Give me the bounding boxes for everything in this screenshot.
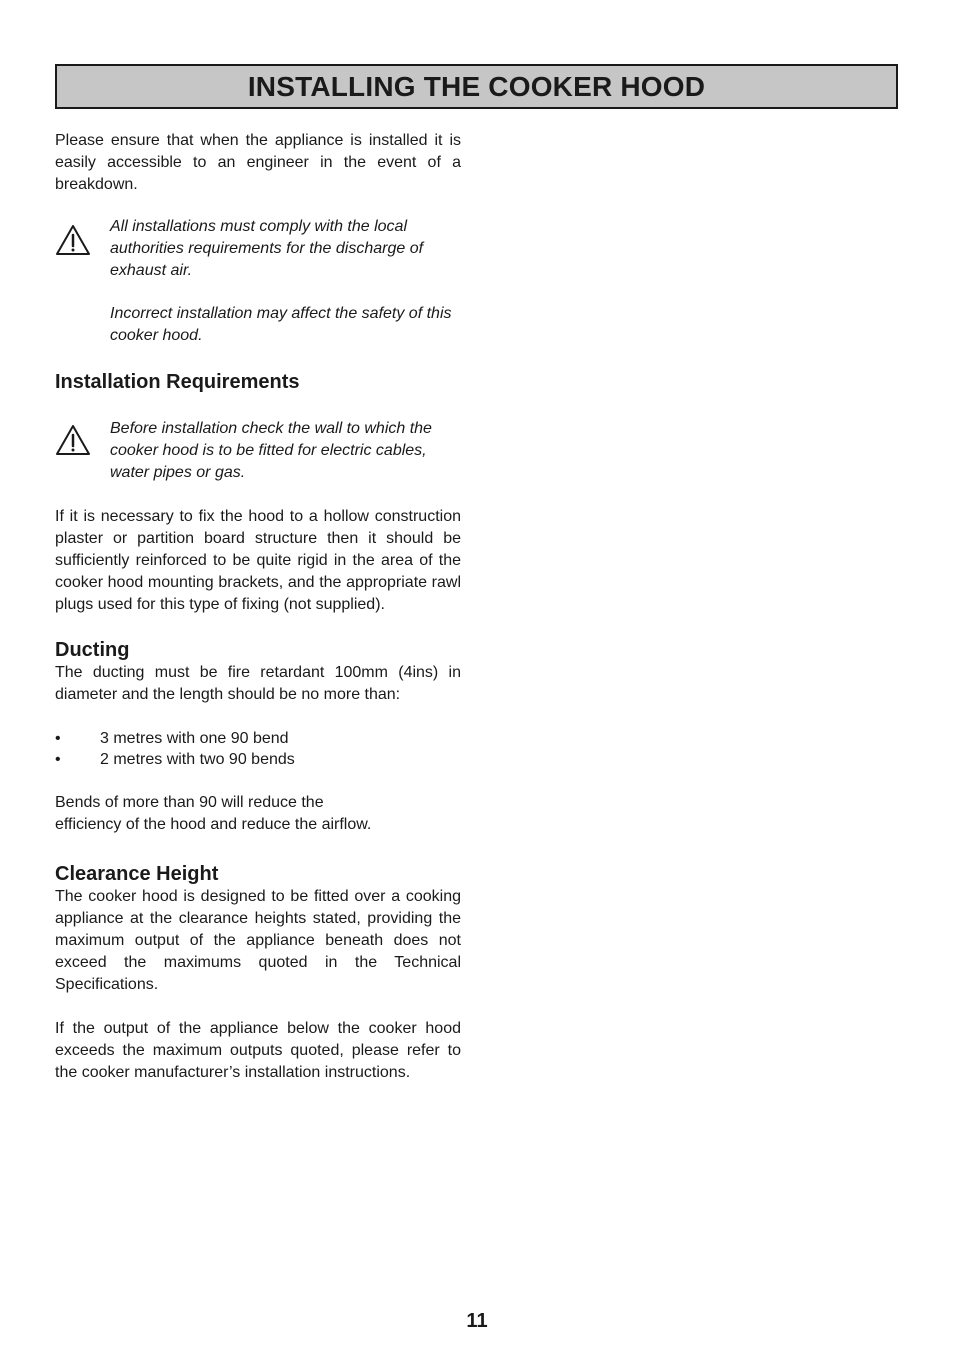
list-item	[55, 749, 461, 770]
list-item	[55, 728, 461, 749]
body-paragraph: If it is necessary to fix the hood to a hollow construction plaster or partition board structure then it should be sufficiently reinforced to be quite rigid in the area of the cooker hood mounting brackets, and the appropriate rawl plugs used for this type of fixing (not supplied).	[55, 508, 461, 613]
page-title: INSTALLING THE COOKER HOOD	[247, 70, 706, 102]
page-title-bar	[55, 64, 898, 109]
page-number: 11	[466, 1310, 488, 1332]
warning-text: Before installation check the wall to which the cooker hood is to be fitted for electric cables, water pipes or gas.	[110, 420, 432, 481]
list-item-text: 3 metres with one 90 bend	[100, 730, 289, 747]
warning-triangle-icon	[55, 424, 91, 456]
intro-paragraph: Please ensure that when the appliance is installed it is easily accessible to an engineer in the event of a breakdown.	[55, 132, 461, 193]
intro-section	[55, 130, 461, 196]
warning-text: All installations must comply with the local authorities requirements for the discharge of exhaust air.	[110, 218, 424, 279]
ducting-section	[55, 638, 461, 836]
body-paragraph: The ducting must be fire retardant 100mm (4ins) in diameter and the length should be no more than:	[55, 664, 461, 703]
clearance-height-section	[55, 862, 461, 1084]
note-line: efficiency of the hood and reduce the airflow.	[55, 816, 372, 833]
bullet-list	[55, 728, 461, 770]
note-line: Bends of more than 90 will reduce the	[55, 794, 324, 811]
section-heading: Ducting	[55, 639, 130, 661]
list-item-text: 2 metres with two 90 bends	[100, 751, 295, 768]
section-heading: Clearance Height	[55, 863, 219, 885]
section-heading: Installation Requirements	[55, 371, 300, 393]
warning-text: Incorrect installation may affect the safety of this cooker hood.	[110, 305, 452, 344]
installation-requirements-section	[55, 370, 461, 394]
body-paragraph: If the output of the appliance below the cooker hood exceeds the maximum outputs quoted, please refer to the cooker manufacturer’s installation instructions.	[55, 1020, 461, 1081]
body-paragraph: The cooker hood is designed to be fitted over a cooking appliance at the clearance heights stated, providing the maximum output of the appliance beneath does not exceed the maximums quoted in the Technical Specifications.	[55, 888, 461, 993]
warning-triangle-icon	[55, 224, 91, 256]
bullet-marker: •	[55, 751, 61, 768]
bullet-marker: •	[55, 730, 61, 747]
installation-requirements-body	[55, 506, 461, 616]
